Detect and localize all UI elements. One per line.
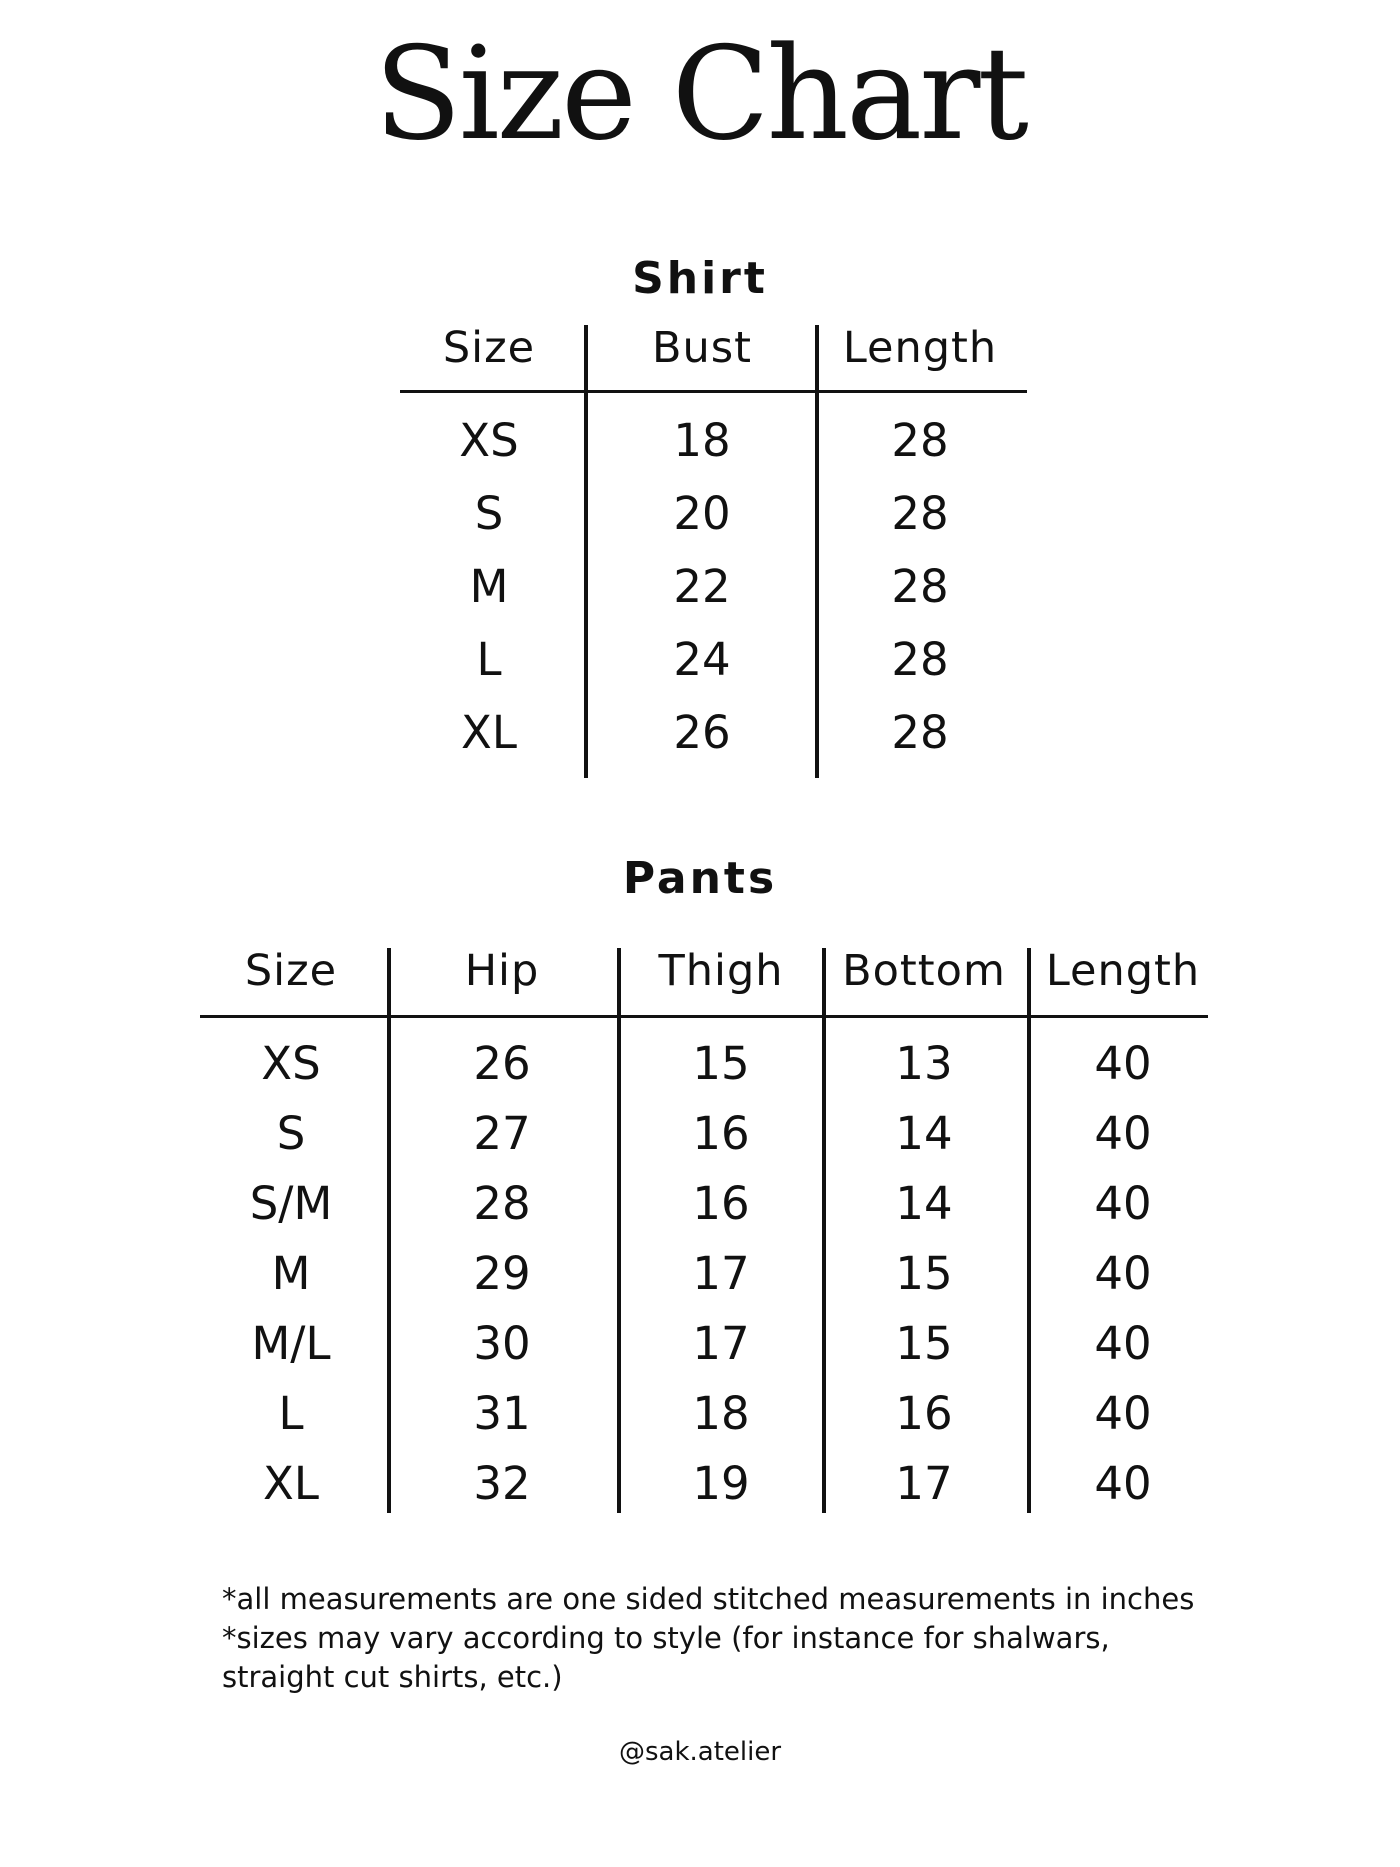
shirt-header-bust: Bust — [651, 323, 752, 373]
pants-cell-bottom: 14 — [895, 1107, 953, 1160]
pants-cell-thigh: 16 — [692, 1107, 750, 1160]
pants-cell-bottom: 14 — [895, 1177, 953, 1230]
pants-column-divider — [822, 948, 826, 1513]
pants-cell-hip: 30 — [473, 1317, 531, 1370]
pants-cell-size: S/M — [249, 1177, 333, 1230]
pants-column-divider — [617, 948, 621, 1513]
pants-column-divider — [1027, 948, 1031, 1513]
pants-header-length: Length — [1045, 946, 1201, 996]
pants-cell-hip: 27 — [473, 1107, 531, 1160]
pants-cell-size: XL — [263, 1457, 319, 1510]
pants-cell-size: M — [271, 1247, 311, 1300]
shirt-cell-length: 28 — [891, 560, 949, 613]
footnotes — [222, 1580, 1222, 1697]
pants-header-divider — [200, 1015, 1208, 1018]
pants-header-thigh: Thigh — [658, 946, 784, 996]
shirt-header-length: Length — [842, 323, 998, 373]
shirt-cell-length: 28 — [891, 487, 949, 540]
pants-cell-size: S — [276, 1107, 306, 1160]
shirt-cell-length: 28 — [891, 633, 949, 686]
pants-cell-size: L — [278, 1387, 304, 1440]
pants-cell-length: 40 — [1094, 1107, 1152, 1160]
shirt-cell-length: 28 — [891, 706, 949, 759]
shirt-cell-length: 28 — [891, 414, 949, 467]
pants-cell-thigh: 17 — [692, 1247, 750, 1300]
pants-cell-length: 40 — [1094, 1387, 1152, 1440]
pants-cell-thigh: 19 — [692, 1457, 750, 1510]
social-handle: @sak.atelier — [618, 1737, 782, 1767]
pants-cell-length: 40 — [1094, 1177, 1152, 1230]
page-title: Size Chart — [374, 20, 1026, 169]
pants-cell-size: XS — [261, 1037, 321, 1090]
pants-cell-hip: 31 — [473, 1387, 531, 1440]
shirt-cell-size: S — [474, 487, 504, 540]
shirt-cell-size: M — [469, 560, 509, 613]
pants-cell-thigh: 16 — [692, 1177, 750, 1230]
pants-cell-bottom: 15 — [895, 1247, 953, 1300]
pants-column-divider — [387, 948, 391, 1513]
pants-cell-bottom: 16 — [895, 1387, 953, 1440]
shirt-cell-size: L — [476, 633, 502, 686]
pants-cell-bottom: 17 — [895, 1457, 953, 1510]
pants-cell-hip: 29 — [473, 1247, 531, 1300]
pants-cell-bottom: 15 — [895, 1317, 953, 1370]
footnote-measurements: *all measurements are one sided stitched measurements in inches — [222, 1582, 1195, 1616]
pants-cell-length: 40 — [1094, 1037, 1152, 1090]
pants-cell-hip: 26 — [473, 1037, 531, 1090]
shirt-section-title: Shirt — [632, 253, 768, 304]
shirt-cell-bust: 20 — [673, 487, 731, 540]
pants-cell-length: 40 — [1094, 1247, 1152, 1300]
pants-header-hip: Hip — [464, 946, 540, 996]
shirt-cell-bust: 24 — [673, 633, 731, 686]
pants-cell-thigh: 17 — [692, 1317, 750, 1370]
shirt-cell-bust: 26 — [673, 706, 731, 759]
pants-cell-thigh: 18 — [692, 1387, 750, 1440]
pants-cell-bottom: 13 — [895, 1037, 953, 1090]
pants-cell-length: 40 — [1094, 1317, 1152, 1370]
pants-cell-size: M/L — [251, 1317, 331, 1370]
shirt-header-size: Size — [442, 323, 536, 373]
pants-header-bottom: Bottom — [842, 946, 1006, 996]
pants-cell-hip: 28 — [473, 1177, 531, 1230]
pants-cell-length: 40 — [1094, 1457, 1152, 1510]
shirt-cell-bust: 18 — [673, 414, 731, 467]
pants-section-title: Pants — [622, 853, 778, 904]
footnote-sizes-vary: *sizes may vary according to style (for instance for shalwars, straight cut shirts, etc.) — [222, 1621, 1110, 1694]
shirt-cell-size: XS — [459, 414, 519, 467]
pants-header-size: Size — [244, 946, 338, 996]
shirt-cell-size: XL — [461, 706, 517, 759]
pants-cell-thigh: 15 — [692, 1037, 750, 1090]
pants-cell-hip: 32 — [473, 1457, 531, 1510]
shirt-cell-bust: 22 — [673, 560, 731, 613]
